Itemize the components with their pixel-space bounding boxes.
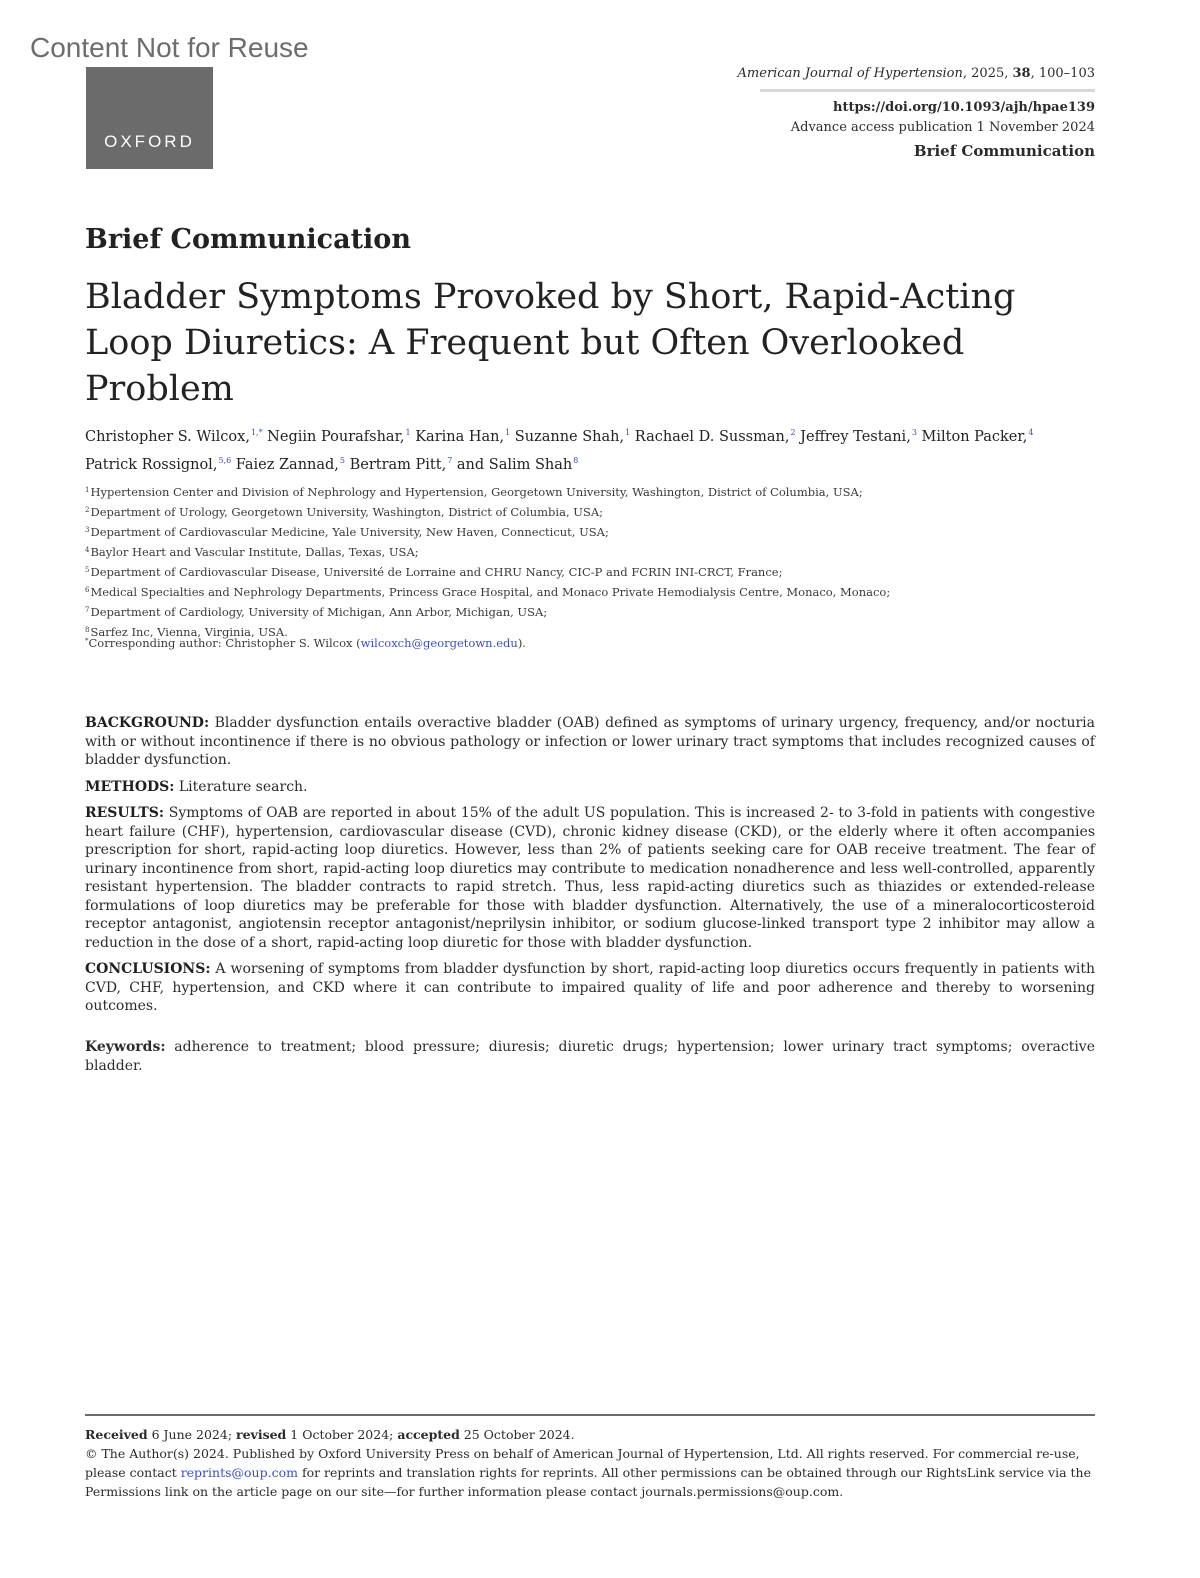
copyright-notice — [85, 1444, 1095, 1501]
journal-metadata — [738, 64, 1095, 164]
doi-link[interactable]: https://doi.org/10.1093/ajh/hpae139 — [833, 100, 1095, 116]
abstract-label: METHODS: — [85, 778, 175, 795]
affiliation-number: 6 — [85, 586, 90, 594]
author-affil-ref: 1,* — [250, 428, 263, 437]
journal-year: , 2025, — [962, 66, 1013, 81]
journal-citation — [738, 64, 1095, 84]
author: Christopher S. Wilcox, — [85, 429, 250, 445]
author: Jeffrey Testani, — [795, 429, 911, 445]
abstract-label: CONCLUSIONS: — [85, 961, 211, 977]
abstract-results — [85, 804, 1095, 952]
watermark-text: Content Not for Reuse — [30, 32, 309, 63]
author-affil-ref: 3 — [911, 428, 917, 437]
journal-volume: 38 — [1012, 66, 1031, 81]
abstract-label: BACKGROUND: — [85, 715, 210, 731]
affiliation-text: Hypertension Center and Division of Nephrology and Hypertension, Georgetown University, Washington, District of Columbia, USA; — [90, 485, 863, 499]
header-divider — [760, 89, 1095, 92]
affiliation-text: Sarfez Inc, Vienna, Virginia, USA. — [90, 625, 288, 639]
affiliation — [85, 581, 1105, 601]
accepted-date: 25 October 2024. — [459, 1427, 575, 1442]
author-affil-ref: 4 — [1028, 428, 1034, 437]
affiliation-text: Department of Urology, Georgetown University, Washington, District of Columbia, USA; — [90, 505, 604, 519]
author: Rachael D. Sussman, — [630, 429, 790, 445]
keywords-label: Keywords: — [85, 1039, 166, 1055]
abstract-background — [85, 714, 1095, 770]
dates-line — [85, 1425, 1095, 1444]
advance-access: Advance access publication 1 November 2024 — [790, 120, 1095, 136]
abstract-methods — [85, 778, 1095, 797]
revised-label: revised — [236, 1427, 287, 1442]
author: Suzanne Shah, — [510, 429, 625, 445]
affiliation-text: Medical Specialties and Nephrology Departments, Princess Grace Hospital, and Monaco Private Hemodialysis Centre, Monaco, Monaco; — [90, 585, 891, 599]
received-label: Received — [85, 1427, 148, 1442]
author-affil-ref: 2 — [790, 428, 796, 437]
corresponding-mark: * — [85, 637, 89, 645]
author-affil-ref: 7 — [447, 456, 453, 465]
affiliation-text: Department of Cardiology, University of Michigan, Ann Arbor, Michigan, USA; — [90, 605, 548, 619]
received-date: 6 June 2024; — [147, 1427, 237, 1442]
author: and Salim Shah — [452, 457, 573, 473]
abstract-text: Literature search. — [174, 778, 308, 795]
footer-divider — [85, 1414, 1095, 1416]
affiliation — [85, 521, 1105, 541]
affiliation-text: Baylor Heart and Vascular Institute, Dallas, Texas, USA; — [90, 545, 419, 559]
abstract — [85, 714, 1095, 1024]
author-affil-ref: 1 — [505, 428, 511, 437]
logo-text: OXFORD — [104, 132, 195, 151]
affiliation-number: 4 — [85, 546, 90, 554]
copyright-text: © The Author(s) 2024. Published by Oxford University Press on behalf of American Journal of Hypertension, Ltd. All rights reserved. For commercial re-use, please contact — [85, 1446, 1080, 1480]
affiliation-text: Department of Cardiovascular Medicine, Yale University, New Haven, Connecticut, USA; — [90, 525, 609, 539]
affiliation — [85, 501, 1105, 521]
abstract-text: Symptoms of OAB are reported in about 15% of the adult US population. This is increased 2- to 3-fold in patients with congestive heart failure (CHF), hypertension, cardiovascular disease (CVD), chronic kidney disease (CKD), or the elderly where it often accompanies prescription for short, rapid-acting loop diuretics. However, less than 2% of patients seeking care for OAB receive treatment. The fear of urinary incontinence from short, rapid-acting loop diuretics may contribute to medication nonadherence and less well-controlled, apparently resistant hypertension. The bladder contracts to rapid stretch. Thus, less rapid-acting diuretics such as thiazides or extended-release formulations of loop diuretics may be preferable for those with bladder dysfunction. Alternatively, the use of a mineralocorticosteroid receptor antagonist, angiotensin receptor antagonist/neprilysin inhibitor, or sodium glucose-linked transport type 2 inhibitor may allow a reduction in the dose of a short, rapid-acting loop diuretic for those with bladder dysfunction. — [85, 805, 1095, 951]
keywords — [85, 1038, 1095, 1075]
author-list — [85, 421, 1095, 477]
article-title: Bladder Symptoms Provoked by Short, Rapid-Acting Loop Diuretics: A Frequent but Often Overlooked Problem — [85, 277, 1016, 409]
author: Patrick Rossignol, — [85, 457, 218, 473]
author: Milton Packer, — [916, 429, 1028, 445]
affiliation — [85, 601, 1105, 621]
reprints-email-link[interactable]: reprints@oup.com — [180, 1465, 298, 1480]
keywords-text: adherence to treatment; blood pressure; diuresis; diuretic drugs; hypertension; lower urinary tract symptoms; overactive bladder. — [85, 1039, 1095, 1074]
affiliation-number: 1 — [85, 486, 90, 494]
accepted-label: accepted — [397, 1427, 460, 1442]
copyright-text-cont: for reprints and translation rights for reprints. All other permissions can be obtained through our RightsLink service via the Permissions link on the article page on our site—for further information please contact journals.permissions@oup.com. — [85, 1465, 1091, 1499]
corresponding-author — [85, 636, 526, 650]
abstract-text: A worsening of symptoms from bladder dysfunction by short, rapid-acting loop diuretics occurs frequently in patients with CVD, CHF, hypertension, and CKD where it can contribute to impaired quality of life and poor adherence and thereby to worsening outcomes. — [85, 961, 1095, 1014]
affiliation-text: Department of Cardiovascular Disease, Université de Lorraine and CHRU Nancy, CIC-P and FCRIN INI-CRCT, France; — [90, 565, 783, 579]
affiliation-number: 2 — [85, 506, 90, 514]
journal-name: American Journal of Hypertension — [737, 66, 963, 81]
corresponding-prefix: Corresponding author: Christopher S. Wilcox ( — [88, 636, 361, 650]
article-type: Brief Communication — [913, 142, 1095, 161]
abstract-label: RESULTS: — [85, 805, 165, 821]
abstract-text: Bladder dysfunction entails overactive bladder (OAB) defined as symptoms of urinary urgency, frequency, and/or nocturia with or without incontinence if there is no obvious pathology or infection or lower urinary tract symptoms that includes recognized causes of bladder dysfunction. — [85, 715, 1095, 768]
affiliation — [85, 481, 1105, 501]
affiliation-number: 8 — [85, 626, 90, 634]
journal-pages: , 100–103 — [1030, 66, 1095, 81]
affiliation-list — [85, 481, 1105, 641]
revised-date: 1 October 2024; — [286, 1427, 398, 1442]
corresponding-email-link[interactable]: wilcoxch@georgetown.edu — [360, 636, 518, 650]
footer — [85, 1425, 1095, 1501]
affiliation — [85, 561, 1105, 581]
corresponding-suffix: ). — [517, 636, 526, 650]
affiliation-number: 3 — [85, 526, 90, 534]
affiliation — [85, 541, 1105, 561]
author-affil-ref: 1 — [625, 428, 631, 437]
section-label: Brief Communication — [85, 224, 411, 255]
author-affil-ref: 5 — [339, 456, 345, 465]
author: Bertram Pitt, — [345, 457, 447, 473]
author: Negiin Pourafshar, — [262, 429, 405, 445]
affiliation-number: 7 — [85, 606, 90, 614]
oxford-logo — [86, 67, 213, 169]
author-affil-ref: 1 — [405, 428, 411, 437]
author-affil-ref: 5,6 — [218, 456, 232, 465]
author-affil-ref: 8 — [573, 456, 579, 465]
author: Karina Han, — [410, 429, 505, 445]
abstract-conclusions — [85, 960, 1095, 1016]
affiliation-number: 5 — [85, 566, 90, 574]
author: Faiez Zannad, — [231, 457, 339, 473]
